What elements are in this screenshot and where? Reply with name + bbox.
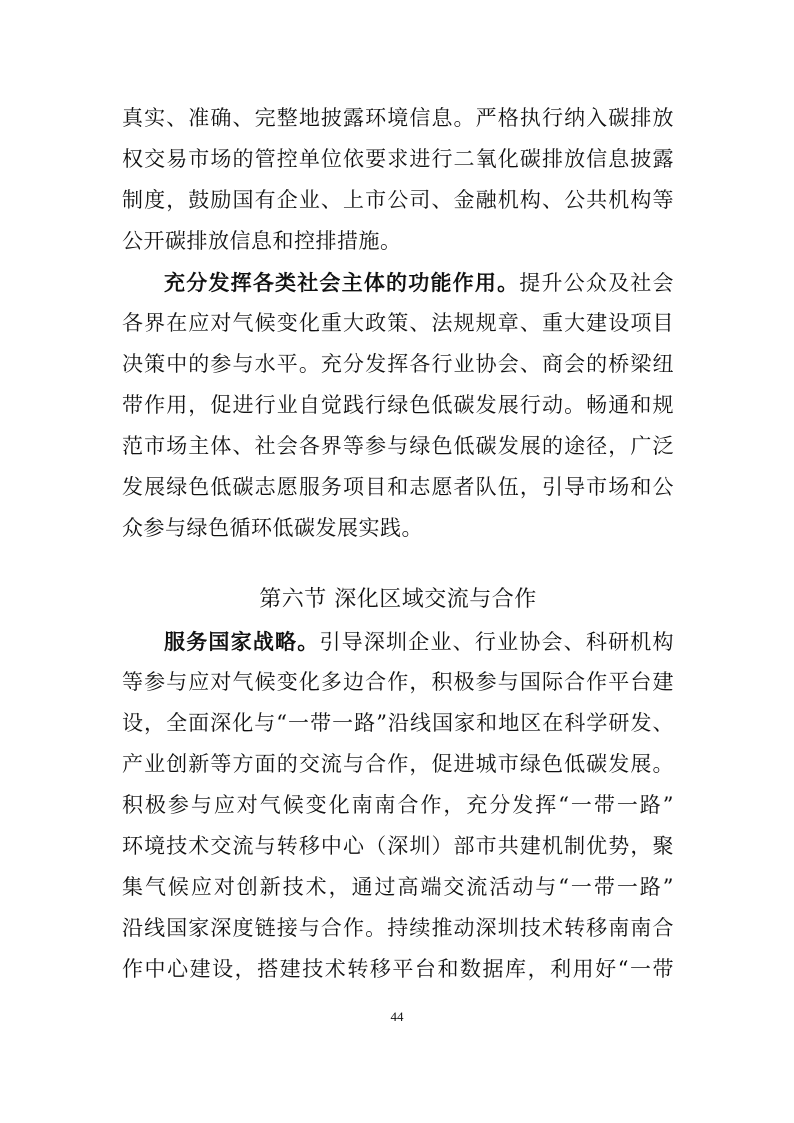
text-line: 范市场主体、社会各界等参与绿色低碳发展的途径，广泛 (122, 434, 674, 458)
text-line: 设，全面深化与“一带一路”沿线国家和地区在科学研发、 (122, 711, 674, 735)
text-line: 积极参与应对气候变化南南合作，充分发挥“一带一路” (122, 793, 674, 817)
paragraph-disclosure (122, 98, 674, 262)
text-line: 各界在应对气候变化重大政策、法规规章、重大建设项目 (122, 311, 674, 335)
text-line: 权交易市场的管控单位依要求进行二氧化碳排放信息披露 (122, 147, 674, 171)
paragraph-heading: 服务国家战略。 (164, 629, 320, 654)
paragraph-heading: 充分发挥各类社会主体的功能作用。 (164, 270, 520, 295)
text-run: 引导深圳企业、行业协会、科研机构 (319, 630, 675, 654)
page-number: 44 (390, 1009, 404, 1024)
text-line: 公开碳排放信息和控排措施。 (122, 229, 402, 253)
text-line: 带作用，促进行业自觉践行绿色低碳发展行动。畅通和规 (122, 393, 674, 417)
text-line: 沿线国家深度链接与合作。持续推动深圳技术转移南南合 (122, 916, 674, 940)
text-line: 集气候应对创新技术，通过高端交流活动与“一带一路” (122, 875, 674, 899)
text-line: 发展绿色低碳志愿服务项目和志愿者队伍，引导市场和公 (122, 475, 674, 499)
text-line (122, 262, 674, 303)
section-title: 第六节 深化区域交流与合作 (259, 587, 537, 612)
text-line: 决策中的参与水平。充分发挥各行业协会、商会的桥梁纽 (122, 352, 674, 376)
text-line: 环境技术交流与转移中心（深圳）部市共建机制优势，聚 (122, 834, 674, 858)
text-line: 等参与应对气候变化多边合作，积极参与国际合作平台建 (122, 670, 674, 694)
text-line: 众参与绿色循环低碳发展实践。 (122, 516, 423, 540)
text-run: 提升公众及社会 (519, 271, 675, 295)
text-line: 作中心建设，搭建技术转移平台和数据库，利用好“一带 (122, 957, 674, 981)
text-line (122, 621, 674, 662)
paragraph-national-strategy (122, 621, 674, 990)
text-line: 产业创新等方面的交流与合作，促进城市绿色低碳发展。 (122, 752, 674, 776)
text-line: 真实、准确、完整地披露环境信息。严格执行纳入碳排放 (122, 106, 674, 130)
text-line: 制度，鼓励国有企业、上市公司、金融机构、公共机构等 (122, 188, 674, 212)
paragraph-social-actors (122, 262, 674, 549)
